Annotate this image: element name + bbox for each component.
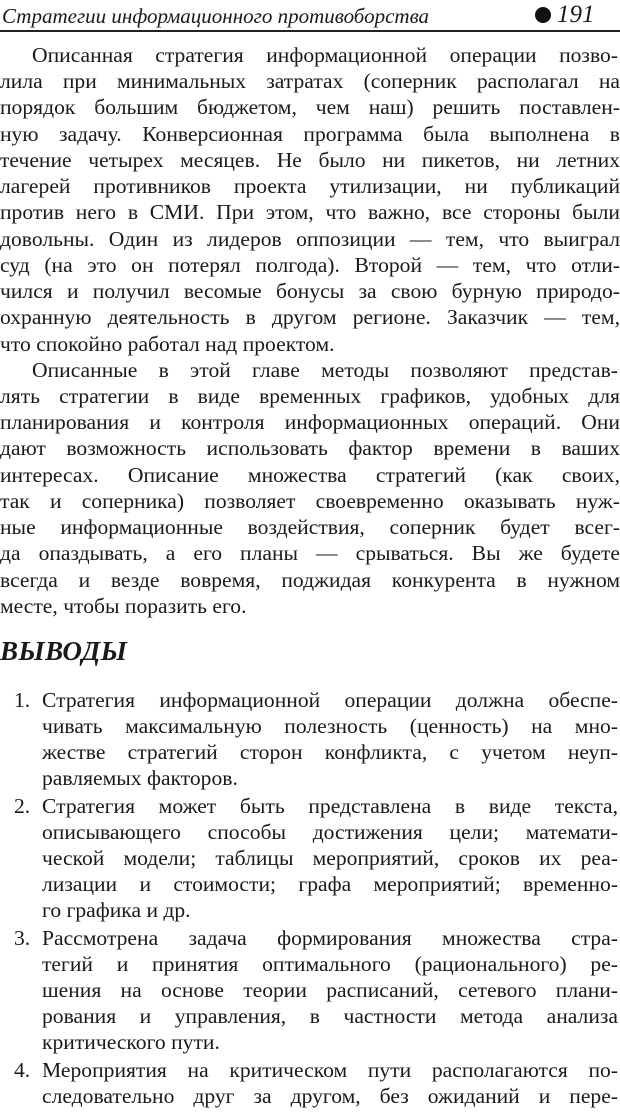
text-line: что спокойно работал над проектом.: [0, 331, 335, 356]
text-line: шения на основе теории расписаний, сетевого плани-: [42, 978, 618, 1002]
text-line: порядок большим бюджетом, чем наш) решить поставлен-: [0, 95, 620, 120]
text-line: Стратегия информационной операции должна обеспе-: [42, 687, 618, 712]
running-header: [0, 0, 620, 34]
text-line: равляемых факторов.: [42, 766, 238, 791]
text-line: ческой модели; таблицы мероприятий, сроков их реа-: [42, 846, 618, 870]
text-line: течение четырех месяцев. Не было ни пикетов, ни летних: [0, 147, 620, 172]
list-item-number: 4.: [14, 1057, 31, 1082]
text-line: довольны. Один из лидеров оппозиции — тем, что выиграл: [0, 226, 620, 251]
text-line: да опаздывать, а его планы — срываться. Вы же будете: [0, 541, 620, 566]
text-line: лагерей противников проекта утилизации, ни публикаций: [0, 174, 620, 199]
list-item-number: 2.: [14, 793, 31, 818]
text-line: Рассмотрена задача формирования множества стра-: [42, 925, 618, 950]
text-line: лять стратегии в виде временных графиков, удобных для: [0, 383, 620, 408]
page-number: 191: [557, 1, 595, 28]
text-line: Описанные в этой главе методы позволяют представ-: [32, 357, 618, 382]
text-line: планирования и контроля информационных операций. Они: [0, 410, 620, 435]
text-line: интересах. Описание множества стратегий (как своих,: [0, 462, 620, 487]
text-line: лила при минимальных затратах (соперник располагал на: [0, 69, 620, 94]
text-line: чился и получил весомые бонусы за свою бурную природо-: [0, 279, 620, 303]
list-item-number: 1.: [14, 687, 31, 712]
text-line: го графика и др.: [42, 898, 191, 923]
text-line: следовательно друг за другом, без ожиданий и пере-: [42, 1083, 618, 1108]
text-line: тегий и принятия оптимального (рационального) ре-: [42, 951, 618, 976]
running-header-title: Стратегии информационного противоборства: [2, 4, 430, 28]
text-line: критического пути.: [42, 1030, 220, 1055]
text-line: суд (на это он потерял полгода). Второй — тем, что отли-: [0, 252, 620, 277]
text-line: всегда и везде вовремя, поджидая конкурента в нужном: [0, 567, 620, 592]
text-line: Мероприятия на критическом пути располагаются по-: [42, 1057, 618, 1082]
bullet-icon: [535, 7, 551, 23]
text-line: месте, чтобы поразить его.: [0, 593, 247, 618]
text-line: охранную деятельность в другом регионе. Заказчик — тем,: [0, 305, 620, 330]
text-line: ные информационные воздействия, соперник будет всег-: [0, 515, 620, 539]
list-item-number: 3.: [14, 925, 31, 950]
text-line: лизации и стоимости; графа мероприятий; временно-: [42, 872, 618, 897]
header-rule: [0, 30, 620, 32]
text-line: чивать максимальную полезность (ценность) на мно-: [42, 713, 618, 738]
text-line: ную задачу. Конверсионная программа была выполнена в: [0, 121, 620, 146]
text-line: дают возможность использовать фактор времени в ваших: [0, 436, 620, 461]
text-line: против него в СМИ. При этом, что важно, все стороны были: [0, 200, 620, 225]
text-line: жестве стратегий сторон конфликта, с учетом неуп-: [42, 740, 618, 765]
text-line: рования и управления, в частности метода анализа: [42, 1004, 618, 1029]
text-line: Стратегия может быть представлена в виде текста,: [42, 793, 618, 818]
section-heading: ВЫВОДЫ: [0, 636, 128, 667]
text-line: Описанная стратегия информационной операции позво-: [32, 43, 618, 67]
text-line: так и соперника) позволяет своевременно оказывать нуж-: [0, 488, 620, 513]
text-line: описывающего способы достижения цели; математи-: [42, 819, 618, 844]
